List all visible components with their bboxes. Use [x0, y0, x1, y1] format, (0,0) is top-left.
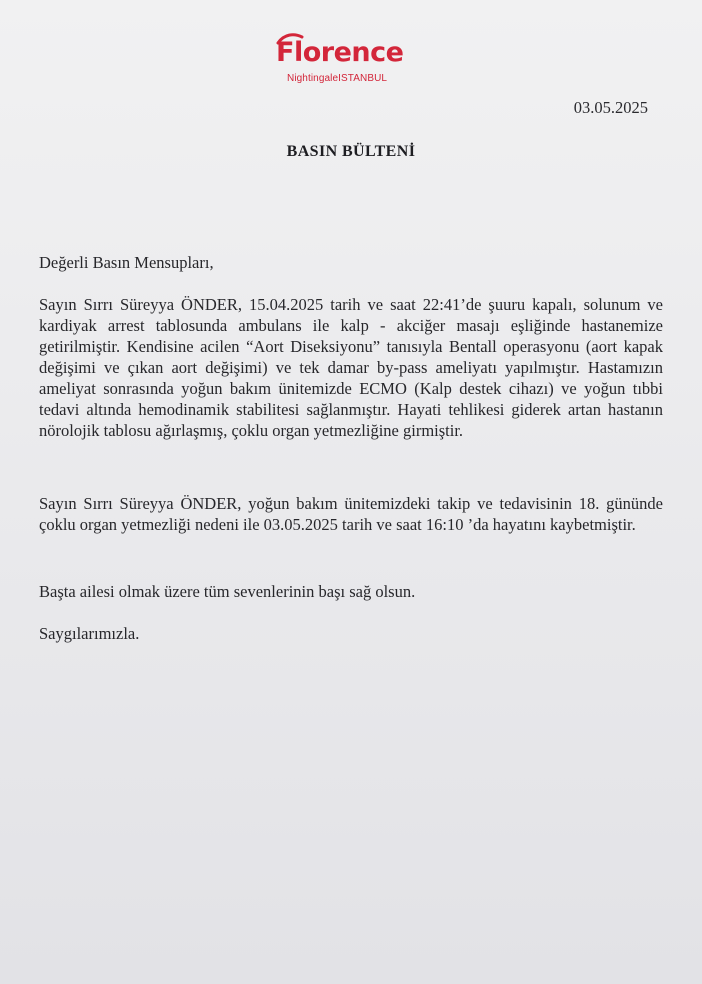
document-date: 03.05.2025 [573, 98, 648, 117]
florence-nightingale-logo [274, 36, 420, 90]
document-title: BASIN BÜLTENİ [286, 143, 416, 160]
logo-subtitle: NightingaleISTANBUL [287, 73, 388, 84]
paragraph-death-announcement: Sayın Sırrı Süreyya ÖNDER, yoğun bakım ünitemizdeki takip ve tedavisinin 18. gününde çoklu organ yetmezliği nedeni ile 03.05.2025 tarih ve saat 16:10 ’da hayatını kaybetmiştir. [39, 494, 663, 534]
logo-wordmark: Florence [276, 37, 404, 68]
closing-line: Saygılarımızla. [39, 624, 140, 643]
salutation: Değerli Basın Mensupları, [39, 253, 214, 272]
paragraph-surgery-details: Sayın Sırrı Süreyya ÖNDER, 15.04.2025 tarih ve saat 22:41’de şuuru kapalı, solunum ve kardiyak arrest tablosunda ambulans ile kalp - akciğer masajı eşliğinde hastanemize getirilmiştir. Kendisine acilen “Aort Diseksiyonu” tanısıyla Bentall operasyonu (aort kapak değişimi ve çıkan aort değişimi) ve tek damar by-pass ameliyatı yapılmıştır. Hastamızın ameliyat sonrasında yoğun bakım ünitemizde ECMO (Kalp destek cihazı) ve yoğun tıbbi tedavi altında hemodinamik stabilitesi sağlanmıştır. Hayati tehlikesi giderek artan hastanın nörolojik tablosu ağırlaşmış, çoklu organ yetmezliğine girmiştir. [39, 295, 663, 440]
paragraph-condolences: Başta ailesi olmak üzere tüm sevenlerinin başı sağ olsun. [39, 582, 416, 601]
